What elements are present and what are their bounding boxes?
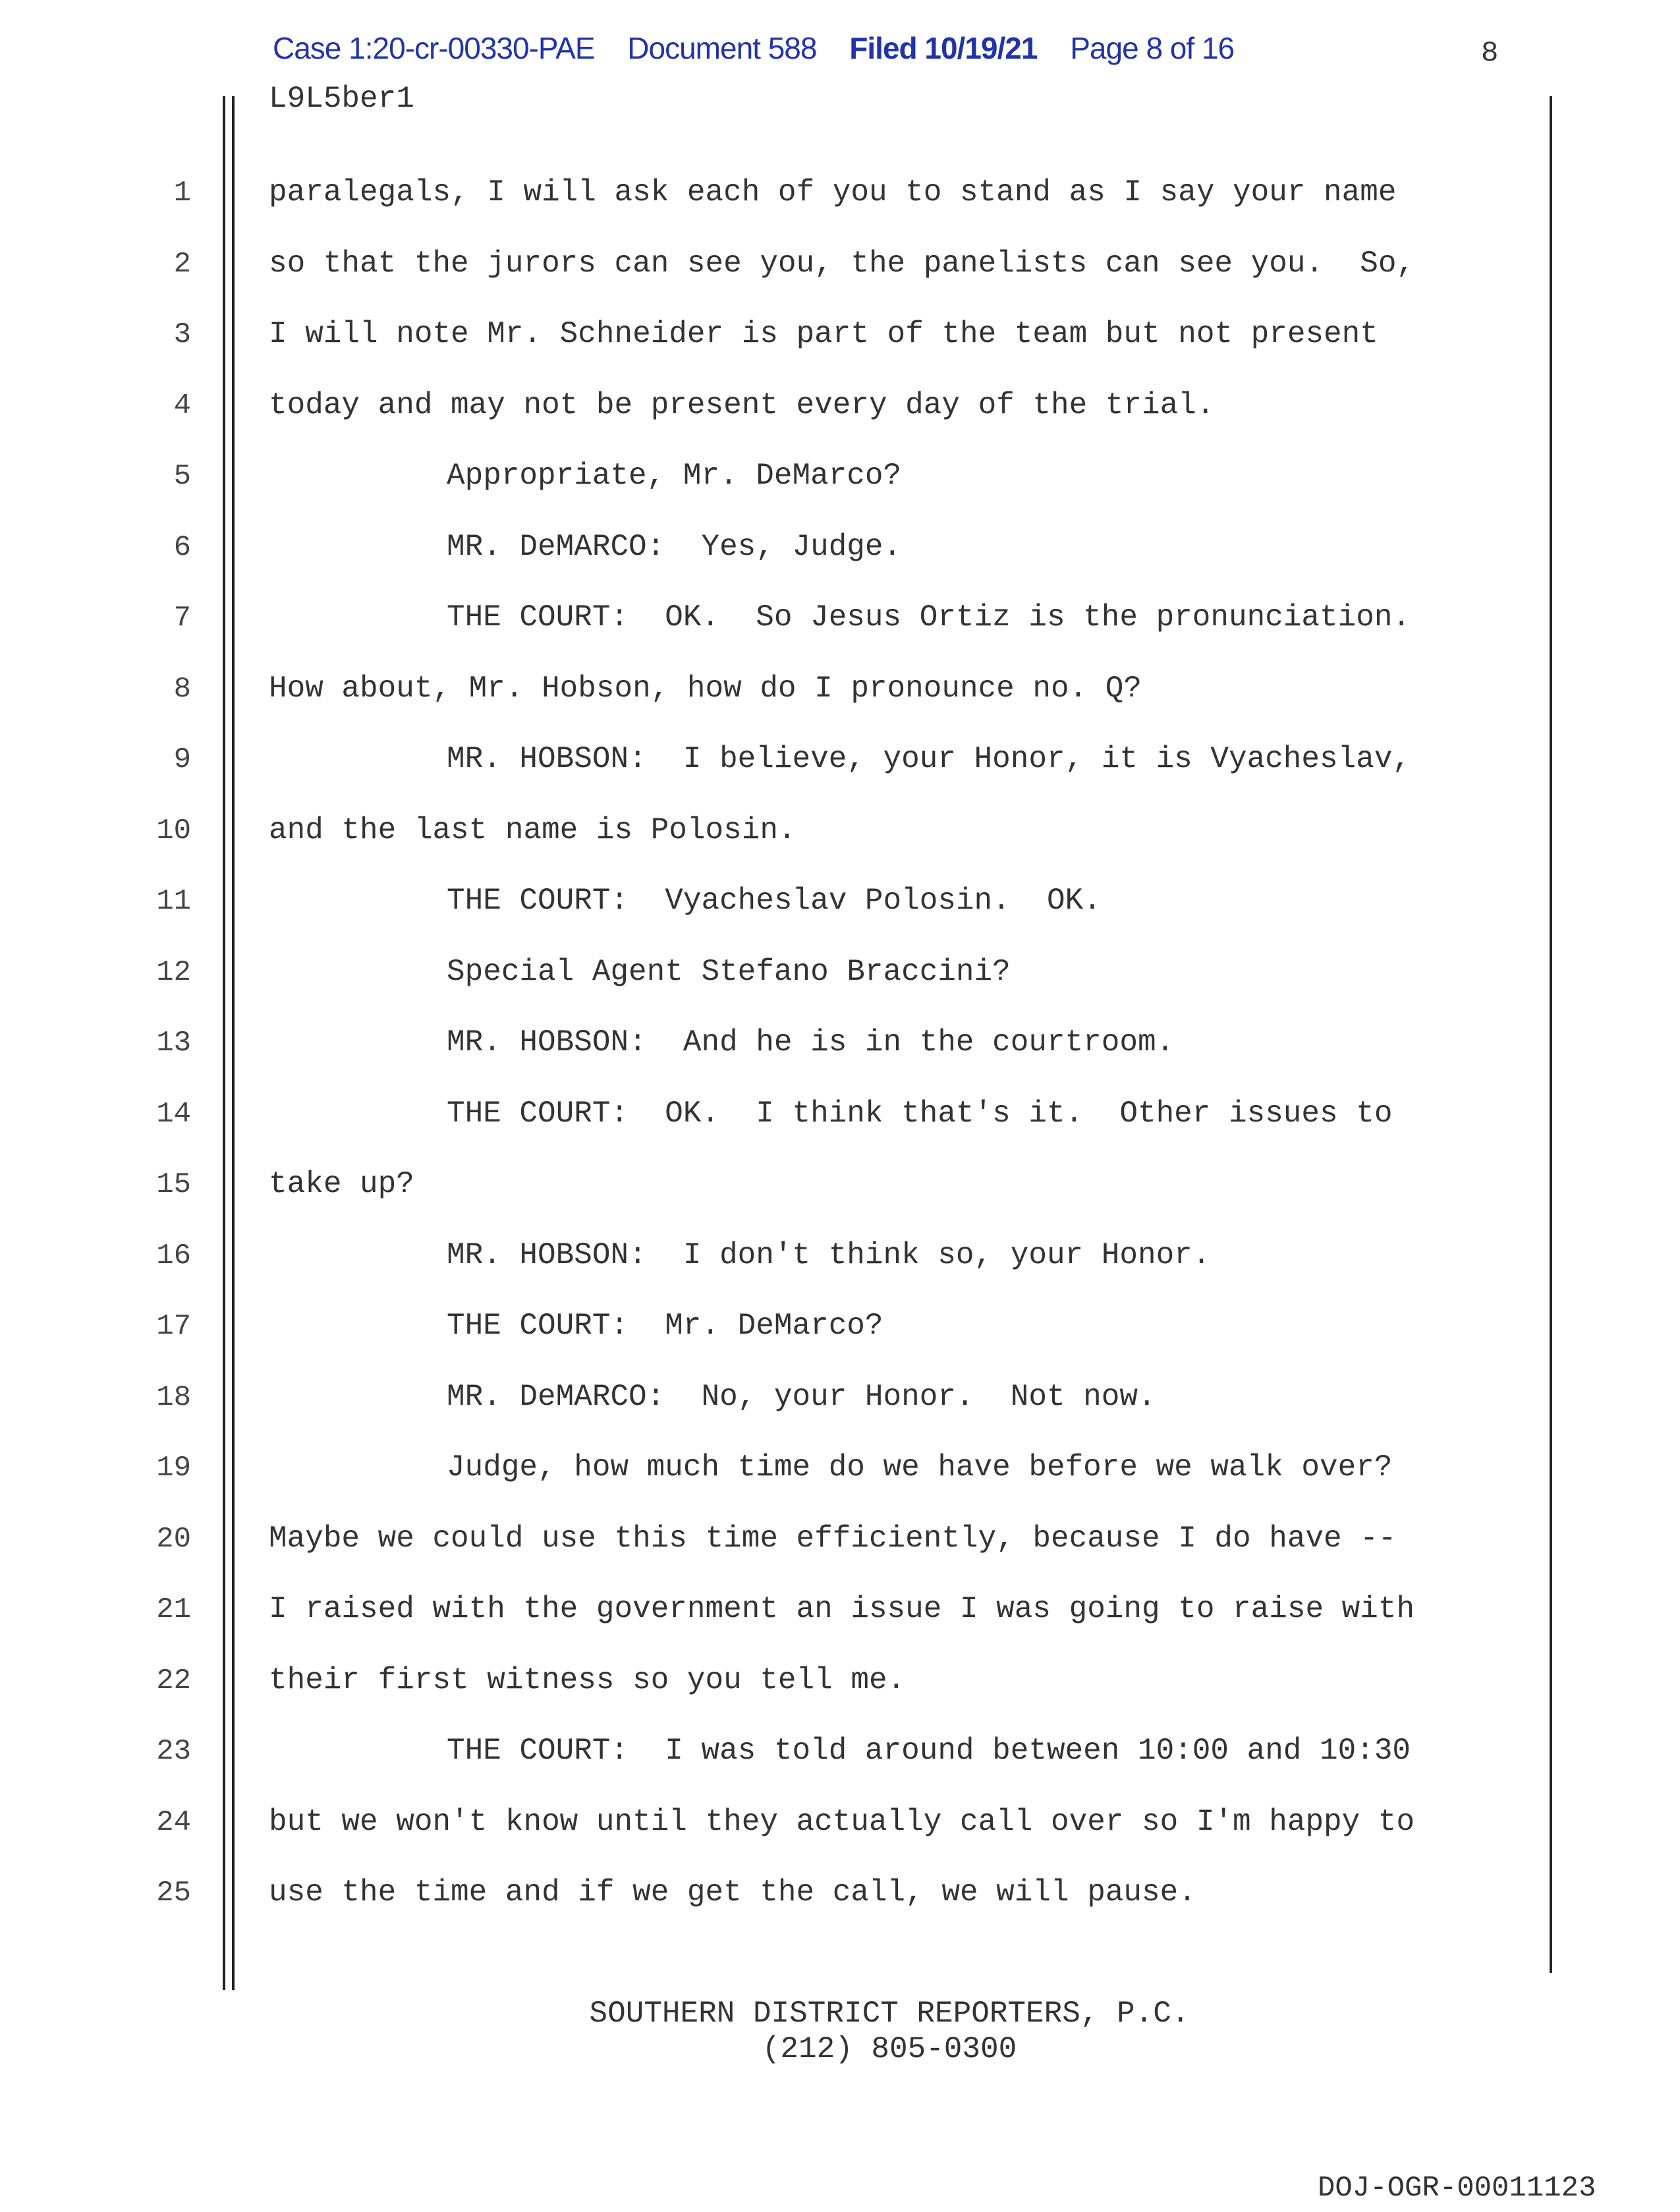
line-text: Appropriate, Mr. DeMarco? <box>447 459 902 493</box>
transcript-line <box>0 1802 1680 1842</box>
transcript-line <box>0 1660 1680 1700</box>
transcript-line <box>0 1519 1680 1558</box>
line-text: MR. HOBSON: I believe, your Honor, it is Vyacheslav, <box>447 742 1411 776</box>
line-text: today and may not be present every day of the trial. <box>269 387 1215 422</box>
transcript-line <box>0 314 1680 354</box>
line-number: 8 <box>173 672 191 706</box>
transcript-line <box>0 1164 1680 1204</box>
line-text: MR. DeMARCO: No, your Honor. Not now. <box>447 1379 1156 1414</box>
line-text: THE COURT: OK. So Jesus Ortiz is the pronunciation. <box>447 600 1411 635</box>
page-number: 8 <box>1481 37 1499 70</box>
line-number: 2 <box>173 247 191 281</box>
line-text: take up? <box>269 1167 414 1201</box>
line-text: THE COURT: OK. I think that's it. Other issues to <box>447 1096 1393 1131</box>
line-number: 25 <box>156 1877 191 1910</box>
line-number: 16 <box>156 1239 191 1272</box>
transcript-line <box>0 1377 1680 1417</box>
line-number: 18 <box>156 1380 191 1414</box>
line-number: 1 <box>173 177 191 210</box>
transcript-line <box>0 881 1680 921</box>
line-text: Maybe we could use this time efficiently, because I do have -- <box>269 1521 1397 1556</box>
transcript-line <box>0 1235 1680 1275</box>
line-text: THE COURT: Vyacheslav Polosin. OK. <box>447 884 1102 918</box>
line-number: 9 <box>173 743 191 776</box>
line-number: 3 <box>173 318 191 351</box>
line-number: 13 <box>156 1027 191 1060</box>
transcript-line <box>0 1589 1680 1629</box>
line-text: MR. HOBSON: I don't think so, your Honor. <box>447 1237 1211 1272</box>
document-number: Document 588 <box>627 31 817 65</box>
line-number: 19 <box>156 1452 191 1485</box>
page-of: Page 8 of 16 <box>1070 31 1235 65</box>
case-number: Case 1:20-cr-00330-PAE <box>273 31 595 65</box>
transcript-line <box>0 173 1680 212</box>
filed-date: Filed 10/19/21 <box>849 31 1038 65</box>
line-text: I will note Mr. Schneider is part of the team but not present <box>269 317 1378 351</box>
line-text: How about, Mr. Hobson, how do I pronounce no. Q? <box>269 671 1142 706</box>
transcript-line <box>0 952 1680 992</box>
line-number: 20 <box>156 1522 191 1556</box>
transcript-line <box>0 810 1680 850</box>
line-text: but we won't know until they actually call over so I'm happy to <box>269 1804 1415 1839</box>
line-text: use the time and if we get the call, we will pause. <box>269 1875 1196 1910</box>
line-text: Special Agent Stefano Braccini? <box>447 954 1011 989</box>
transcript-line <box>0 669 1680 708</box>
line-text: and the last name is Polosin. <box>269 812 797 847</box>
line-text: THE COURT: I was told around between 10:00 and 10:30 <box>447 1734 1411 1768</box>
transcript-line <box>0 385 1680 425</box>
transcript-line <box>0 1873 1680 1912</box>
bates-number: DOJ-OGR-00011123 <box>1318 2172 1596 2205</box>
reporter-name: SOUTHERN DISTRICT REPORTERS, P.C. <box>589 1997 1190 2031</box>
transcript-line <box>0 527 1680 567</box>
line-number: 17 <box>156 1310 191 1343</box>
line-number: 23 <box>156 1735 191 1768</box>
transcript-line <box>0 244 1680 283</box>
transcript-line <box>0 1023 1680 1062</box>
transcript-id: L9L5ber1 <box>269 82 414 116</box>
line-number: 22 <box>156 1664 191 1697</box>
line-number: 7 <box>173 602 191 635</box>
line-text: so that the jurors can see you, the panelists can see you. So, <box>269 246 1415 281</box>
line-number: 21 <box>156 1593 191 1626</box>
transcript-line <box>0 1448 1680 1487</box>
transcript-line <box>0 1731 1680 1771</box>
transcript-line <box>0 739 1680 779</box>
line-text: paralegals, I will ask each of you to stand as I say your name <box>269 175 1397 210</box>
line-number: 24 <box>156 1805 191 1839</box>
line-text: THE COURT: Mr. DeMarco? <box>447 1309 883 1343</box>
transcript-line <box>0 456 1680 496</box>
line-number: 11 <box>156 885 191 918</box>
line-number: 14 <box>156 1097 191 1131</box>
line-text: Judge, how much time do we have before we walk over? <box>447 1450 1393 1485</box>
line-number: 4 <box>173 389 191 422</box>
line-number: 5 <box>173 460 191 493</box>
transcript-line <box>0 1094 1680 1133</box>
reporter-phone: (212) 805-0300 <box>762 2032 1017 2066</box>
case-header <box>273 30 1259 66</box>
line-number: 15 <box>156 1168 191 1201</box>
line-text: MR. HOBSON: And he is in the courtroom. <box>447 1025 1175 1060</box>
line-text: I raised with the government an issue I was going to raise with <box>269 1592 1415 1626</box>
line-text: MR. DeMARCO: Yes, Judge. <box>447 529 902 564</box>
line-number: 6 <box>173 530 191 564</box>
transcript-line <box>0 1306 1680 1346</box>
line-number: 12 <box>156 955 191 989</box>
transcript-line <box>0 598 1680 637</box>
line-text: their first witness so you tell me. <box>269 1662 906 1697</box>
line-number: 10 <box>156 814 191 847</box>
